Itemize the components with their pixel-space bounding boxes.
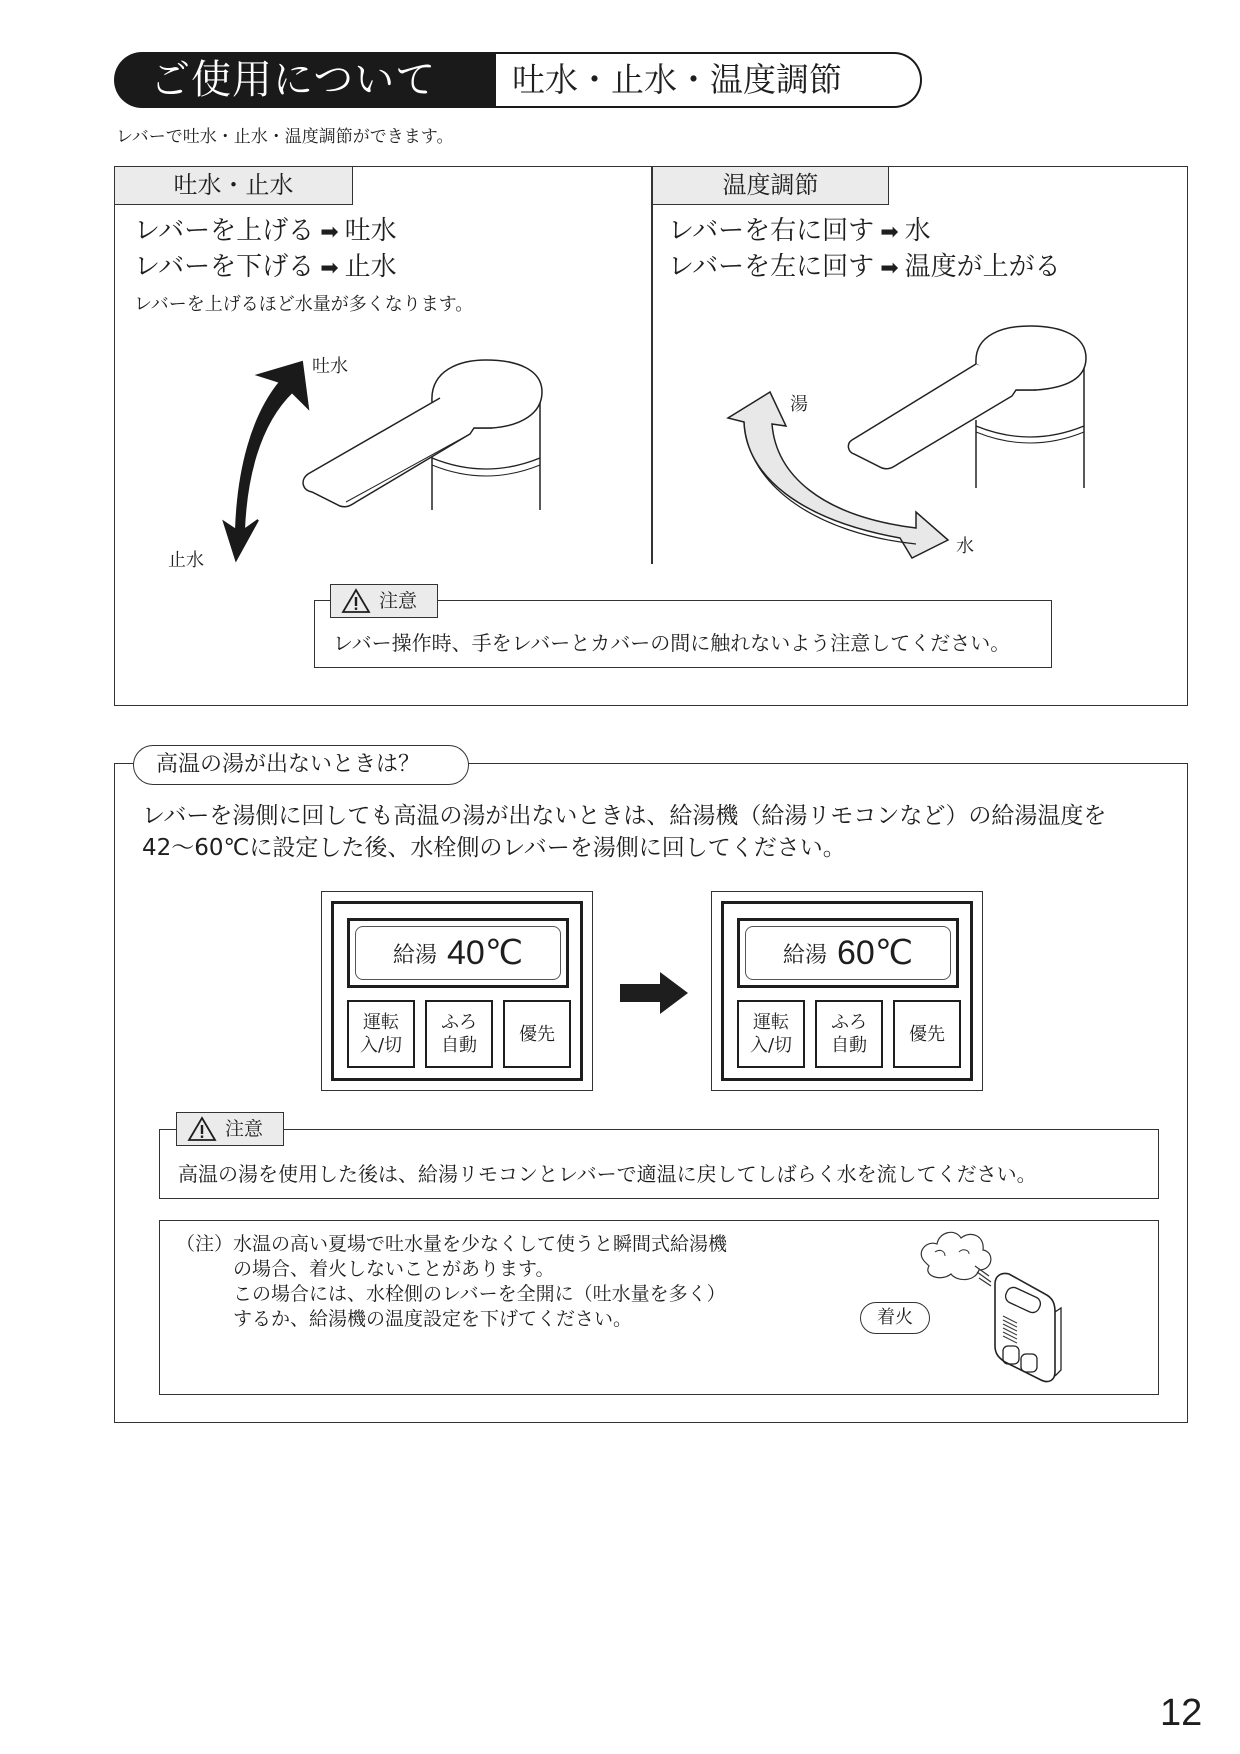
temperature-display: 給湯 60℃ <box>745 926 951 980</box>
arrow-right-icon <box>618 970 690 1016</box>
flow-line-up: レバーを上げる ➡ 吐水 <box>134 214 473 250</box>
page-number: 12 <box>1160 1692 1203 1734</box>
intro-text: レバーで吐水・止水・温度調節ができます。 <box>116 127 454 147</box>
caution-tag: 注意 <box>176 1112 284 1146</box>
temperature-display: 給湯 40℃ <box>355 926 561 980</box>
warning-triangle-icon <box>341 588 371 614</box>
caution-text: レバー操作時、手をレバーとカバーの間に触れないよう注意してください。 <box>333 631 1011 655</box>
flow-note: レバーを上げるほど水量が多くなります。 <box>134 294 474 315</box>
page-title-banner <box>114 52 922 108</box>
flow-section-label: 吐水・止水 <box>115 167 353 205</box>
bath-auto-button: ふろ 自動 <box>815 1000 883 1068</box>
arrow-right-icon: ➡ <box>320 256 339 281</box>
caution-box-hot-water <box>159 1129 1159 1199</box>
arrow-right-icon: ➡ <box>320 220 339 245</box>
arrow-right-icon: ➡ <box>880 256 899 281</box>
label-spout: 吐水 <box>312 356 348 377</box>
label-hot: 湯 <box>790 394 808 415</box>
caution-text: 高温の湯を使用した後は、給湯リモコンとレバーで適温に戻してしばらく水を流してください。 <box>178 1162 1037 1186</box>
temp-line-left: レバーを左に回す ➡ 温度が上がる <box>668 250 1061 286</box>
remote-control-before <box>321 891 593 1091</box>
temp-instructions <box>668 214 1061 286</box>
priority-button: 優先 <box>503 1000 571 1068</box>
hot-water-paragraph: レバーを湯側に回しても高温の湯が出ないときは、給湯機（給湯リモコンなど）の給湯温度を 42～60℃に設定した後、水栓側のレバーを湯側に回してください。 <box>142 803 1107 861</box>
power-button: 運転 入/切 <box>347 1000 415 1068</box>
lever-rotate-illustration <box>660 320 1100 570</box>
temp-section-label: 温度調節 <box>653 167 889 205</box>
hot-water-heading: 高温の湯が出ないときは？ <box>133 745 469 785</box>
flow-instructions <box>134 214 473 316</box>
panel-divider <box>651 166 653 564</box>
remote-control-after <box>711 891 983 1091</box>
warning-triangle-icon <box>187 1116 217 1142</box>
note-text: （注）水温の高い夏場で吐水量を少なくして使うと瞬間式給湯機 の場合、着火しないことがあります。 この場合には、水栓側のレバーを全開に（吐水量を多く） するか、給湯機の温度設定を下げてください。 <box>176 1233 728 1330</box>
page-title: ご使用について <box>114 52 496 108</box>
water-heater-illustration <box>905 1222 1135 1392</box>
temp-line-right: レバーを右に回す ➡ 水 <box>668 214 1061 250</box>
lever-up-down-illustration <box>140 330 580 580</box>
label-stop: 止水 <box>168 550 204 571</box>
bath-auto-button: ふろ 自動 <box>425 1000 493 1068</box>
priority-button: 優先 <box>893 1000 961 1068</box>
ignition-label: 着火 <box>860 1302 930 1334</box>
arrow-right-icon: ➡ <box>880 220 899 245</box>
flow-line-down: レバーを下げる ➡ 止水 <box>134 250 473 286</box>
page-subtitle: 吐水・止水・温度調節 <box>496 52 922 108</box>
power-button: 運転 入/切 <box>737 1000 805 1068</box>
label-cold: 水 <box>956 536 974 557</box>
caution-tag: 注意 <box>330 584 438 618</box>
